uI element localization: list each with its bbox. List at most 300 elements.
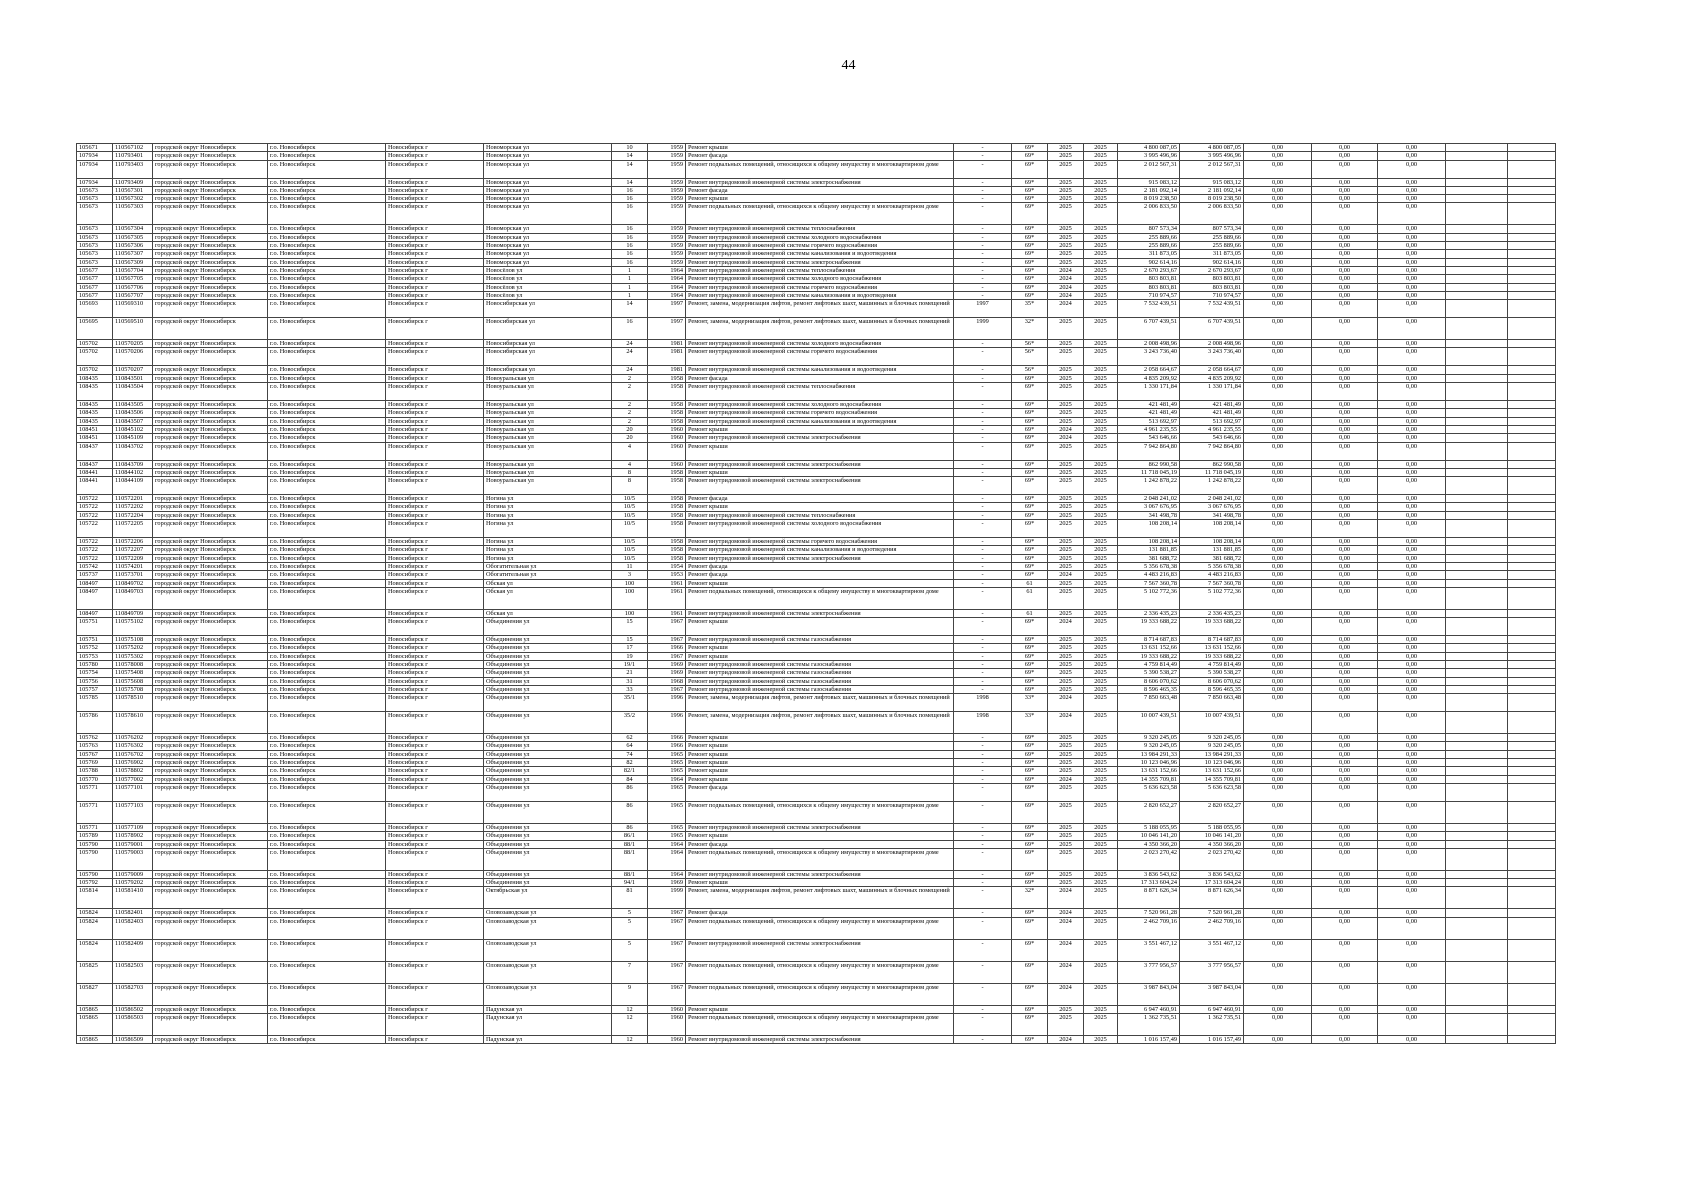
- cell-wear: 69*: [1012, 409, 1048, 417]
- cell-fund-3: 0,00: [1378, 554, 1446, 562]
- table-row: [77, 468, 1556, 476]
- cell-build-year: 1969: [648, 669, 686, 677]
- cell-build-year: 1964: [648, 840, 686, 848]
- cell-build-year: 1960: [648, 1014, 686, 1036]
- cell-end-year: 2025: [1084, 477, 1118, 495]
- cell-fund-3: 0,00: [1378, 144, 1446, 152]
- cell-city: Новосибирск г: [386, 636, 484, 644]
- cell-build-year: 1961: [648, 579, 686, 587]
- cell-settlement: г.о. Новосибирск: [268, 511, 386, 519]
- cell-extra-2: [1508, 468, 1556, 476]
- cell-fund-3: 0,00: [1378, 887, 1446, 909]
- cell-cost-total: 902 614,16: [1180, 258, 1244, 266]
- cell-plan-year: 2025: [1048, 609, 1084, 617]
- cell-extra-1: [1446, 374, 1508, 382]
- cell-house-number: 1: [612, 266, 648, 274]
- cell-fund-1: 0,00: [1244, 750, 1312, 758]
- cell-cost: 902 614,16: [1118, 258, 1180, 266]
- cell-work-type: Ремонт крыши: [686, 879, 954, 887]
- cell-city: Новосибирск г: [386, 318, 484, 340]
- cell-fund-2: 0,00: [1312, 442, 1378, 460]
- cell-city: Новосибирск г: [386, 554, 484, 562]
- cell-municipal-district: городской округ Новосибирск: [153, 348, 268, 366]
- cell-extra-1: [1446, 939, 1508, 961]
- cell-lift-year: -: [954, 144, 1012, 152]
- cell-plan-year: 2024: [1048, 291, 1084, 299]
- cell-wear: 69*: [1012, 939, 1048, 961]
- cell-lift-year: -: [954, 801, 1012, 823]
- cell-fund-1: 0,00: [1244, 961, 1312, 983]
- cell-cost-total: 2 048 241,02: [1180, 495, 1244, 503]
- cell-cost: 7 850 663,48: [1118, 694, 1180, 712]
- cell-extra-1: [1446, 909, 1508, 917]
- cell-house-id: 105722: [77, 538, 113, 546]
- cell-extra-1: [1446, 291, 1508, 299]
- cell-extra-2: [1508, 186, 1556, 194]
- cell-fund-2: 0,00: [1312, 495, 1378, 503]
- cell-fund-3: 0,00: [1378, 477, 1446, 495]
- cell-build-year: 1959: [648, 250, 686, 258]
- cell-street: Новосёлов ул: [484, 275, 612, 283]
- cell-street: Объединения ул: [484, 879, 612, 887]
- cell-cost: 4 759 814,49: [1118, 660, 1180, 668]
- cell-cost-total: 862 990,58: [1180, 460, 1244, 468]
- cell-lift-year: -: [954, 636, 1012, 644]
- cell-street: Объединения ул: [484, 783, 612, 801]
- cell-street: Ногина ул: [484, 520, 612, 538]
- cell-house-number: 88/1: [612, 870, 648, 878]
- cell-cost-total: 7 532 439,51: [1180, 300, 1244, 318]
- cell-fund-1: 0,00: [1244, 571, 1312, 579]
- cell-work-type: Ремонт внутридомовой инженерной системы горячего водоснабжения: [686, 283, 954, 291]
- cell-plan-year: 2025: [1048, 1014, 1084, 1036]
- cell-house-number: 10/5: [612, 495, 648, 503]
- cell-settlement: г.о. Новосибирск: [268, 258, 386, 266]
- cell-house-id: 107934: [77, 152, 113, 160]
- cell-house-id: 105722: [77, 503, 113, 511]
- cell-extra-2: [1508, 562, 1556, 570]
- cell-house-id: 105754: [77, 669, 113, 677]
- table-row: [77, 291, 1556, 299]
- cell-end-year: 2025: [1084, 783, 1118, 801]
- cell-fund-1: 0,00: [1244, 225, 1312, 233]
- cell-build-year: 1960: [648, 1005, 686, 1013]
- cell-work-type: Ремонт крыши: [686, 1005, 954, 1013]
- cell-work-id: 110567303: [113, 203, 153, 225]
- cell-house-id: 105722: [77, 546, 113, 554]
- cell-plan-year: 2025: [1048, 318, 1084, 340]
- cell-work-id: 110586509: [113, 1036, 153, 1044]
- cell-municipal-district: городской округ Новосибирск: [153, 409, 268, 417]
- cell-municipal-district: городской округ Новосибирск: [153, 374, 268, 382]
- cell-municipal-district: городской округ Новосибирск: [153, 636, 268, 644]
- cell-fund-3: 0,00: [1378, 203, 1446, 225]
- cell-extra-2: [1508, 660, 1556, 668]
- cell-end-year: 2025: [1084, 460, 1118, 468]
- cell-fund-2: 0,00: [1312, 283, 1378, 291]
- cell-wear: 69*: [1012, 417, 1048, 425]
- cell-end-year: 2025: [1084, 1036, 1118, 1044]
- cell-fund-3: 0,00: [1378, 775, 1446, 783]
- cell-wear: 69*: [1012, 1036, 1048, 1044]
- cell-end-year: 2025: [1084, 283, 1118, 291]
- cell-build-year: 1958: [648, 401, 686, 409]
- cell-work-id: 110570207: [113, 366, 153, 374]
- cell-fund-2: 0,00: [1312, 266, 1378, 274]
- cell-street: Новоуральская ул: [484, 401, 612, 409]
- cell-lift-year: -: [954, 434, 1012, 442]
- cell-fund-1: 0,00: [1244, 870, 1312, 878]
- table-row: [77, 266, 1556, 274]
- cell-work-id: 110572204: [113, 511, 153, 519]
- cell-settlement: г.о. Новосибирск: [268, 152, 386, 160]
- cell-house-number: 12: [612, 1005, 648, 1013]
- cell-work-type: Ремонт внутридомовой инженерной системы теплоснабжения: [686, 383, 954, 401]
- cell-cost: 13 631 152,66: [1118, 644, 1180, 652]
- cell-city: Новосибирск г: [386, 694, 484, 712]
- cell-lift-year: -: [954, 669, 1012, 677]
- cell-house-number: 7: [612, 961, 648, 983]
- cell-cost: 803 803,81: [1118, 275, 1180, 283]
- table-row: [77, 879, 1556, 887]
- cell-extra-2: [1508, 225, 1556, 233]
- cell-street: Объединения ул: [484, 652, 612, 660]
- cell-end-year: 2025: [1084, 258, 1118, 266]
- cell-plan-year: 2025: [1048, 152, 1084, 160]
- cell-plan-year: 2024: [1048, 909, 1084, 917]
- cell-extra-1: [1446, 775, 1508, 783]
- cell-fund-1: 0,00: [1244, 554, 1312, 562]
- cell-municipal-district: городской округ Новосибирск: [153, 644, 268, 652]
- cell-work-id: 110576302: [113, 742, 153, 750]
- cell-extra-1: [1446, 366, 1508, 374]
- cell-fund-1: 0,00: [1244, 909, 1312, 917]
- cell-extra-2: [1508, 233, 1556, 241]
- cell-plan-year: 2025: [1048, 233, 1084, 241]
- cell-fund-2: 0,00: [1312, 401, 1378, 409]
- cell-work-type: Ремонт крыши: [686, 750, 954, 758]
- cell-wear: 69*: [1012, 160, 1048, 178]
- cell-plan-year: 2024: [1048, 694, 1084, 712]
- table-row: [77, 225, 1556, 233]
- cell-wear: 33*: [1012, 694, 1048, 712]
- cell-city: Новосибирск г: [386, 242, 484, 250]
- cell-work-type: Ремонт внутридомовой инженерной системы канализования и водоотведения: [686, 250, 954, 258]
- cell-wear: 69*: [1012, 669, 1048, 677]
- cell-fund-3: 0,00: [1378, 152, 1446, 160]
- cell-extra-1: [1446, 685, 1508, 693]
- cell-house-number: 10/5: [612, 546, 648, 554]
- cell-city: Новосибирск г: [386, 1005, 484, 1013]
- cell-fund-3: 0,00: [1378, 685, 1446, 693]
- cell-wear: 69*: [1012, 750, 1048, 758]
- cell-fund-3: 0,00: [1378, 783, 1446, 801]
- cell-lift-year: -: [954, 870, 1012, 878]
- cell-build-year: 1953: [648, 571, 686, 579]
- cell-plan-year: 2025: [1048, 503, 1084, 511]
- table-row: [77, 609, 1556, 617]
- cell-wear: 69*: [1012, 546, 1048, 554]
- cell-cost: 7 567 360,78: [1118, 579, 1180, 587]
- cell-lift-year: -: [954, 383, 1012, 401]
- cell-fund-1: 0,00: [1244, 425, 1312, 433]
- cell-extra-2: [1508, 939, 1556, 961]
- cell-extra-2: [1508, 434, 1556, 442]
- cell-settlement: г.о. Новосибирск: [268, 712, 386, 734]
- cell-house-id: 108441: [77, 468, 113, 476]
- cell-fund-1: 0,00: [1244, 348, 1312, 366]
- cell-lift-year: -: [954, 242, 1012, 250]
- table-row: [77, 495, 1556, 503]
- cell-end-year: 2025: [1084, 554, 1118, 562]
- cell-wear: 69*: [1012, 538, 1048, 546]
- cell-street: Ногина ул: [484, 511, 612, 519]
- cell-house-number: 2: [612, 417, 648, 425]
- cell-lift-year: -: [954, 460, 1012, 468]
- cell-wear: 69*: [1012, 374, 1048, 382]
- cell-extra-2: [1508, 495, 1556, 503]
- cell-municipal-district: городской округ Новосибирск: [153, 340, 268, 348]
- cell-build-year: 1965: [648, 750, 686, 758]
- cell-fund-3: 0,00: [1378, 300, 1446, 318]
- cell-work-id: 110843504: [113, 383, 153, 401]
- cell-municipal-district: городской округ Новосибирск: [153, 366, 268, 374]
- cell-work-id: 110575708: [113, 685, 153, 693]
- cell-house-number: 16: [612, 233, 648, 241]
- cell-wear: 69*: [1012, 783, 1048, 801]
- cell-fund-2: 0,00: [1312, 694, 1378, 712]
- cell-work-type: Ремонт подвальных помещений, относящихся к общему имуществу в многоквартирном доме: [686, 917, 954, 939]
- cell-fund-2: 0,00: [1312, 879, 1378, 887]
- cell-city: Новосибирск г: [386, 266, 484, 274]
- cell-extra-1: [1446, 203, 1508, 225]
- cell-wear: 69*: [1012, 677, 1048, 685]
- cell-extra-2: [1508, 477, 1556, 495]
- cell-settlement: г.о. Новосибирск: [268, 225, 386, 233]
- cell-cost: 3 777 956,57: [1118, 961, 1180, 983]
- cell-end-year: 2025: [1084, 579, 1118, 587]
- cell-extra-1: [1446, 495, 1508, 503]
- cell-house-number: 10: [612, 144, 648, 152]
- cell-street: Новоморская ул: [484, 195, 612, 203]
- table-row: [77, 848, 1556, 870]
- cell-build-year: 1967: [648, 961, 686, 983]
- cell-municipal-district: городской округ Новосибирск: [153, 587, 268, 609]
- cell-cost: 255 889,66: [1118, 242, 1180, 250]
- cell-street: Новосёлов ул: [484, 283, 612, 291]
- cell-plan-year: 2024: [1048, 434, 1084, 442]
- cell-extra-1: [1446, 275, 1508, 283]
- cell-extra-1: [1446, 562, 1508, 570]
- cell-cost-total: 5 636 623,58: [1180, 783, 1244, 801]
- cell-settlement: г.о. Новосибирск: [268, 291, 386, 299]
- cell-plan-year: 2025: [1048, 823, 1084, 831]
- cell-fund-3: 0,00: [1378, 917, 1446, 939]
- table-row: [77, 1005, 1556, 1013]
- cell-wear: 69*: [1012, 823, 1048, 831]
- cell-city: Новосибирск г: [386, 477, 484, 495]
- cell-cost: 5 636 623,58: [1118, 783, 1180, 801]
- table-row: [77, 887, 1556, 909]
- cell-plan-year: 2025: [1048, 870, 1084, 878]
- cell-cost: 1 242 878,22: [1118, 477, 1180, 495]
- cell-lift-year: -: [954, 233, 1012, 241]
- cell-city: Новосибирск г: [386, 571, 484, 579]
- cell-street: Новоморская ул: [484, 203, 612, 225]
- cell-house-id: 105677: [77, 283, 113, 291]
- cell-extra-1: [1446, 587, 1508, 609]
- cell-fund-1: 0,00: [1244, 495, 1312, 503]
- cell-work-type: Ремонт внутридомовой инженерной системы теплоснабжения: [686, 511, 954, 519]
- cell-extra-2: [1508, 538, 1556, 546]
- cell-city: Новосибирск г: [386, 434, 484, 442]
- cell-build-year: 1958: [648, 409, 686, 417]
- table-row: [77, 767, 1556, 775]
- cell-plan-year: 2024: [1048, 983, 1084, 1005]
- cell-cost-total: 7 520 961,28: [1180, 909, 1244, 917]
- cell-municipal-district: городской округ Новосибирск: [153, 694, 268, 712]
- cell-cost: 3 243 736,40: [1118, 348, 1180, 366]
- cell-build-year: 1960: [648, 425, 686, 433]
- cell-settlement: г.о. Новосибирск: [268, 283, 386, 291]
- cell-work-id: 110581410: [113, 887, 153, 909]
- cell-street: Новоуральская ул: [484, 434, 612, 442]
- cell-fund-2: 0,00: [1312, 340, 1378, 348]
- cell-cost-total: 3 995 496,96: [1180, 152, 1244, 160]
- cell-municipal-district: городской округ Новосибирск: [153, 538, 268, 546]
- cell-house-number: 15: [612, 618, 648, 636]
- cell-extra-1: [1446, 609, 1508, 617]
- cell-municipal-district: городской округ Новосибирск: [153, 562, 268, 570]
- cell-fund-2: 0,00: [1312, 887, 1378, 909]
- cell-extra-2: [1508, 848, 1556, 870]
- cell-plan-year: 2024: [1048, 1036, 1084, 1044]
- cell-city: Новосибирск г: [386, 734, 484, 742]
- cell-fund-1: 0,00: [1244, 823, 1312, 831]
- cell-extra-2: [1508, 832, 1556, 840]
- cell-work-type: Ремонт, замена, модернизация лифтов, ремонт лифтовых шахт, машинных и блочных помещений: [686, 300, 954, 318]
- cell-extra-1: [1446, 848, 1508, 870]
- cell-wear: 69*: [1012, 460, 1048, 468]
- cell-fund-3: 0,00: [1378, 318, 1446, 340]
- table-row: [77, 636, 1556, 644]
- cell-build-year: 1959: [648, 195, 686, 203]
- cell-build-year: 1961: [648, 609, 686, 617]
- cell-street: Объединения ул: [484, 742, 612, 750]
- cell-build-year: 1967: [648, 618, 686, 636]
- cell-extra-1: [1446, 579, 1508, 587]
- cell-street: Ногина ул: [484, 495, 612, 503]
- cell-work-id: 110843702: [113, 442, 153, 460]
- cell-work-id: 110844109: [113, 477, 153, 495]
- cell-extra-2: [1508, 636, 1556, 644]
- cell-work-type: Ремонт внутридомовой инженерной системы канализования и водоотведения: [686, 546, 954, 554]
- cell-house-number: 5: [612, 909, 648, 917]
- cell-municipal-district: городской округ Новосибирск: [153, 195, 268, 203]
- cell-cost: 1 330 171,84: [1118, 383, 1180, 401]
- cell-fund-2: 0,00: [1312, 152, 1378, 160]
- cell-wear: 69*: [1012, 250, 1048, 258]
- cell-municipal-district: городской округ Новосибирск: [153, 712, 268, 734]
- cell-settlement: г.о. Новосибирск: [268, 250, 386, 258]
- cell-wear: 61: [1012, 579, 1048, 587]
- cell-fund-3: 0,00: [1378, 848, 1446, 870]
- cell-fund-2: 0,00: [1312, 275, 1378, 283]
- cell-work-id: 110793401: [113, 152, 153, 160]
- cell-city: Новосибирск г: [386, 460, 484, 468]
- cell-settlement: г.о. Новосибирск: [268, 669, 386, 677]
- cell-work-type: Ремонт фасада: [686, 186, 954, 194]
- cell-extra-2: [1508, 291, 1556, 299]
- cell-extra-2: [1508, 160, 1556, 178]
- cell-build-year: 1959: [648, 186, 686, 194]
- cell-cost-total: 8 714 687,83: [1180, 636, 1244, 644]
- table-row: [77, 823, 1556, 831]
- cell-cost: 1 016 157,49: [1118, 1036, 1180, 1044]
- cell-plan-year: 2024: [1048, 775, 1084, 783]
- cell-work-type: Ремонт крыши: [686, 775, 954, 783]
- cell-lift-year: -: [954, 579, 1012, 587]
- cell-municipal-district: городской округ Новосибирск: [153, 939, 268, 961]
- cell-build-year: 1959: [648, 242, 686, 250]
- cell-house-id: 105702: [77, 348, 113, 366]
- cell-end-year: 2025: [1084, 562, 1118, 570]
- cell-settlement: г.о. Новосибирск: [268, 374, 386, 382]
- cell-end-year: 2025: [1084, 669, 1118, 677]
- cell-house-number: 9: [612, 983, 648, 1005]
- cell-end-year: 2025: [1084, 848, 1118, 870]
- cell-settlement: г.о. Новосибирск: [268, 677, 386, 685]
- cell-house-number: 4: [612, 442, 648, 460]
- cell-build-year: 1959: [648, 160, 686, 178]
- cell-cost: 13 984 291,33: [1118, 750, 1180, 758]
- cell-extra-2: [1508, 250, 1556, 258]
- cell-wear: 61: [1012, 609, 1048, 617]
- cell-house-id: 105673: [77, 225, 113, 233]
- cell-work-id: 110572207: [113, 546, 153, 554]
- cell-plan-year: 2024: [1048, 887, 1084, 909]
- table-row: [77, 618, 1556, 636]
- cell-end-year: 2025: [1084, 225, 1118, 233]
- cell-build-year: 1958: [648, 383, 686, 401]
- cell-wear: 69*: [1012, 266, 1048, 274]
- cell-wear: 69*: [1012, 503, 1048, 511]
- cell-house-id: 107934: [77, 160, 113, 178]
- cell-house-number: 94/1: [612, 879, 648, 887]
- table-row: [77, 383, 1556, 401]
- cell-fund-3: 0,00: [1378, 401, 1446, 409]
- cell-house-id: 105751: [77, 618, 113, 636]
- cell-cost-total: 1 330 171,84: [1180, 383, 1244, 401]
- cell-work-type: Ремонт внутридомовой инженерной системы холодного водоснабжения: [686, 401, 954, 409]
- table-row: [77, 554, 1556, 562]
- table-row: [77, 511, 1556, 519]
- cell-work-type: Ремонт крыши: [686, 644, 954, 652]
- cell-extra-2: [1508, 1005, 1556, 1013]
- cell-fund-1: 0,00: [1244, 652, 1312, 660]
- cell-lift-year: -: [954, 644, 1012, 652]
- cell-work-type: Ремонт крыши: [686, 767, 954, 775]
- cell-extra-1: [1446, 783, 1508, 801]
- cell-lift-year: -: [954, 660, 1012, 668]
- cell-cost-total: 255 889,66: [1180, 242, 1244, 250]
- cell-settlement: г.о. Новосибирск: [268, 767, 386, 775]
- cell-wear: 69*: [1012, 571, 1048, 579]
- table-row: [77, 520, 1556, 538]
- cell-fund-2: 0,00: [1312, 503, 1378, 511]
- cell-work-type: Ремонт внутридомовой инженерной системы холодного водоснабжения: [686, 520, 954, 538]
- cell-settlement: г.о. Новосибирск: [268, 160, 386, 178]
